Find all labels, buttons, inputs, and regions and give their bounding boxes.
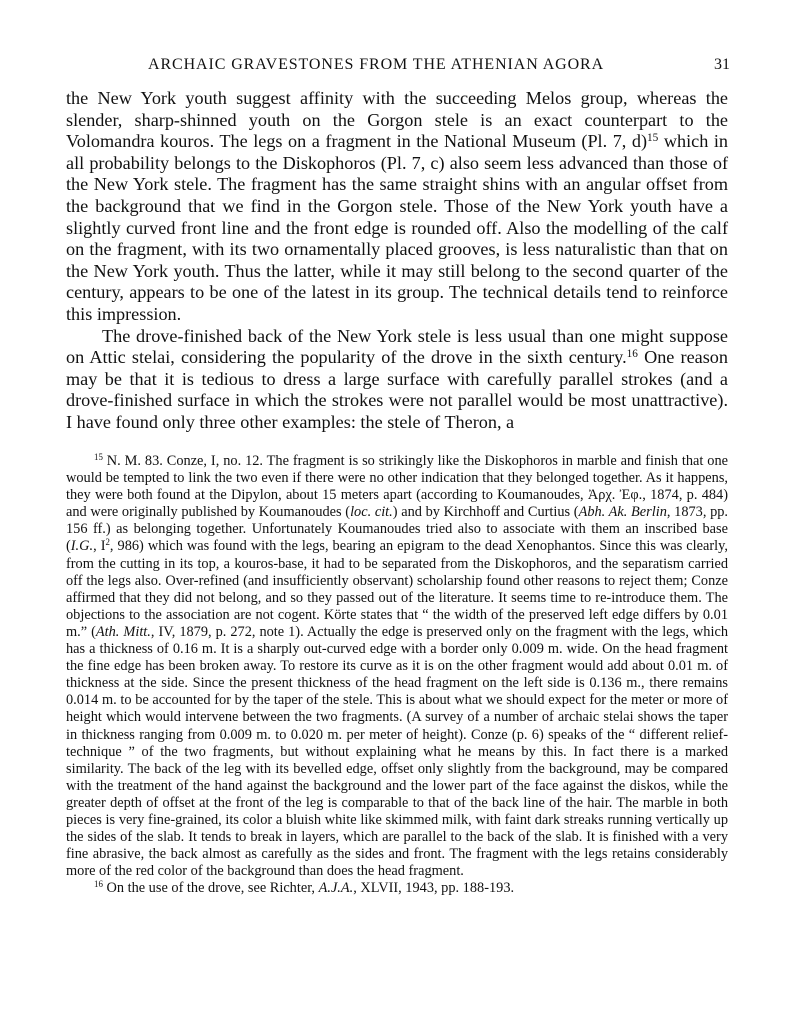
footnote-number: 15: [94, 452, 103, 463]
paragraph-1: the New York youth suggest affinity with the succeeding Melos group, whereas the slender, sharp-shinned youth on the Gorgon stele is an exact counterpart to the Volomandra kouros. The legs on a fragment in the National Museum (Pl. 7, d)$^{15}$ which in all probability belongs to the Diskophoros (Pl. 7, c) also seem less advanced than those of the New York stele. The fragment has the same straight shins with an angular offset from the background that we find in the Gorgon stele. Those of the New York youth have a slightly curved front line and the front edge is rounded off. Also the modelling of the calf on the fragment, with its two ornamentally placed grooves, is less naturalistic than that on the New York youth. Thus the latter, while it may still belong to the second quarter of the century, appears to be one of the latest in its group. The technical details tend to reinforce this impression.: [66, 88, 728, 324]
footnote-ref-16: 16: [626, 347, 638, 360]
page-number: 31: [714, 56, 730, 73]
paragraph-2: The drove-finished back of the New York stele is less usual than one might suppose on Attic stelai, considering the popularity of the drove in the sixth century.$^{16}$ One reason may be that it is tedious to dress a large surface with carefully parallel strokes (and a drove-finished surface in which the strokes were not parallel would be most unattractive). I have found only three other examples: the stele of Theron, a: [66, 325, 728, 432]
main-text: [66, 88, 728, 434]
footnote-15: $^{15}$ N. M. 83. Conze, I, no. 12. The fragment is so strikingly like the Diskophoros in marble and finish that one would be tempted to link the two even if there were no other indication that they belonged together. As it happens, they were both found at the Dipylon, about 15 meters apart (according to Koumanoudes, Ἀρχ. Ἐφ., 1874, p. 484) and were originally published by Koumanoudes (loc. cit.) and by Kirchhoff and Curtius (Abh. Ak. Berlin, 1873, pp. 156 ff.) as belonging together. Unfortunately Koumanoudes tried also to associate with them an inscribed base (I.G., $I^2$, 986) which was found with the legs, bearing an epigram to the dead Xenophantos. Since this was clearly, from the cutting in its top, a kouros-base, it had to be separated from the Diskophoros, and the separatism carried off the legs also. Over-refined (and insufficiently observant) scholarship found other reasons to reject them; Conze affirmed that they did not belong, and so they passed out of the literature. It seems time to re-introduce them. The objections to the association are not cogent. Körte states that “ the width of the preserved left edge differs by 0.01 m.” (Ath. Mitt., IV, 1879, p. 272, note 1). Actually the edge is preserved only on the fragment with the legs, which has a thickness of 0.16 m. It is a sharply out-curved edge with a border only 0.009 m. wide. On the head fragment the fine edge has been broken away. To restore its curve as it is on the other fragment would add about 0.01 m. of thickness at the side. Since the present thickness of the head fragment on the left side is 0.136 m., there remains 0.014 m. to be accounted for by the taper of the stele. This is about what we should expect for the meter or more of height which would intervene between the two fragments. (A survey of a number of archaic stelai shows the taper in thickness ranging from 0.009 m. to 0.020 m. per meter of height). Conze (p. 6) speaks of the “ different relief-technique ” of the two fragments, but without explaining what he means by this. In fact there is a marked similarity. The back of the leg with its bevelled edge, offset only slightly from the background, may be compared with the treatment of the hand against the background and the lower part of the face against the diskos, while the greater depth of offset at the front of the leg is comparable to that of the back line of the hair. The marble in both pieces is very fine-grained, its color a bluish white like skimmed milk, with faint dark streaks running vertically up the sides of the slab. It tends to break in layers, which are parallel to the back of the slab. It is finished with a very fine abrasive, the back almost as carefully as the sides and front. The fragment with the legs retains considerably more of the red color of the background than does the head fragment.: [66, 452, 729, 880]
running-title: ARCHAIC GRAVESTONES FROM THE ATHENIAN AGORA: [148, 56, 605, 73]
footnote-ref-15: 15: [647, 131, 659, 144]
footnote-16: $^{16}$ On the use of the drove, see Richter, A.J.A., XLVII, 1943, pp. 188-193.: [94, 879, 515, 897]
footnote-number: 16: [94, 879, 103, 890]
running-header: [66, 56, 730, 80]
greek-abbreviation: Ἀρχ. Ἐφ.: [587, 487, 643, 504]
footnotes: [66, 453, 728, 897]
